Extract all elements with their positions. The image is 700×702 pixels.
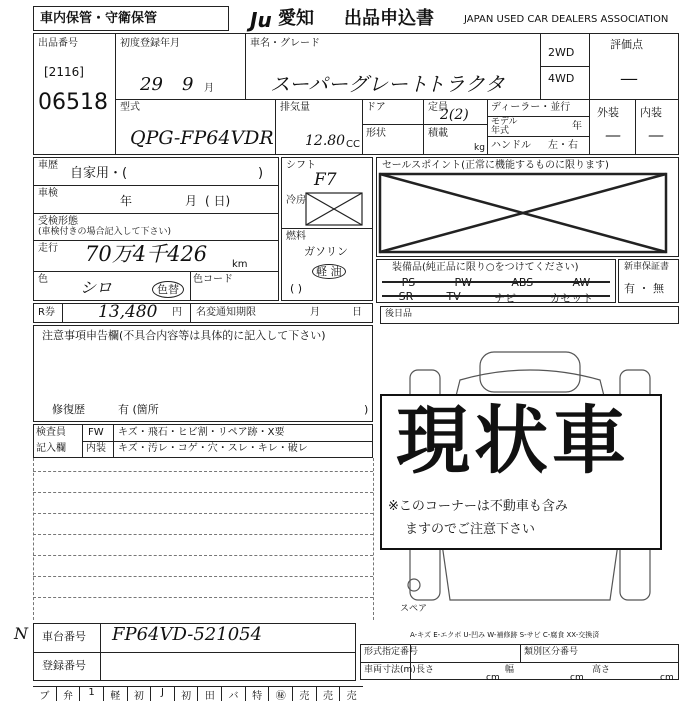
model-year-label: モデル (491, 117, 518, 127)
car-name-extra: トラクタ (425, 72, 505, 96)
registration-label: 登録番号 (42, 659, 86, 672)
model-year-unit: 年 (572, 121, 582, 132)
first-reg-label: 初度登録年月 (120, 38, 180, 49)
door-label: ドア (366, 102, 386, 113)
capacity-value: 2(2) (440, 107, 469, 123)
equipment-aw: AW (572, 276, 591, 289)
displacement-label: 排気量 (280, 102, 310, 113)
spare-label: スペア (400, 604, 428, 614)
usage-value: 自家用・( (70, 166, 128, 181)
inspection-day: ( 日) (205, 194, 231, 208)
score-label: 評価点 (610, 38, 643, 51)
repair-close: ) (364, 403, 369, 416)
sheet-title: 出品申込書 (344, 8, 434, 29)
footer-cell: ㊙ (269, 687, 293, 701)
new-car-manual-options: 有 ・ 無 (624, 282, 664, 295)
recycle-yen: 円 (172, 307, 182, 318)
lot-label: 出品番号 (38, 38, 78, 49)
repair-label: 修復歴 (52, 403, 85, 416)
cooling-label: 冷房 (286, 195, 306, 206)
color-change: 色替 (152, 281, 184, 298)
cooling-cross-icon (305, 192, 363, 226)
repair-value: 有 (箇所 (118, 403, 159, 416)
inspector-fw-label: FW (88, 427, 104, 438)
notice-month: 月 (310, 307, 320, 318)
displacement-value: 12.80 (305, 133, 346, 149)
damage-legend: A-キズ E-エクボ U-凹み W-補修跡 S-サビ C-腐食 XX-交換済 (410, 631, 600, 639)
shift-label: シフト (286, 160, 316, 171)
equipment-label: 装備品(純正品に限り○をつけてください) (392, 262, 579, 273)
dealer-label: ディーラー・並行 (491, 102, 571, 113)
first-reg-month-unit: 月 (204, 83, 214, 94)
received-label: 受検形態 (38, 216, 78, 227)
car-name-label: 車名・グレード (250, 38, 320, 49)
notice-day: 日 (352, 307, 362, 318)
height-label: 高さ (592, 665, 611, 675)
rear-items-label: 後日品 (385, 309, 413, 319)
footer-cell: 軽 (104, 687, 128, 701)
equipment-abs: ABS (511, 276, 534, 289)
inspector-label-2: 記入欄 (36, 443, 66, 454)
load-unit: kg (474, 143, 485, 153)
model-value: QPG-FP64VDR (130, 127, 274, 149)
shift-value: F7 (314, 170, 337, 190)
recycle-value: 13,480 (98, 302, 158, 322)
interior-label: 内装 (640, 106, 662, 119)
displacement-unit: CC (346, 139, 360, 150)
inspector-fw-text: キズ・飛石・ヒビ割・リペア跡・X要 (118, 427, 285, 438)
drive-2wd: 2WD (548, 46, 575, 59)
footer-cell: 弁 (57, 687, 81, 701)
first-reg-year: 29 (140, 74, 163, 95)
chassis-label: 車台番号 (42, 630, 86, 643)
association-name: JAPAN USED CAR DEALERS ASSOCIATION (464, 14, 669, 25)
notes-label: 注意事項申告欄(不具合内容等は具体的に記入して下さい) (42, 329, 326, 342)
handle-label: ハンドル (491, 140, 531, 151)
lot-sub: [2116] (44, 65, 84, 79)
footer-cell: 売 (293, 687, 317, 701)
inspector-label-1: 検査員 (36, 427, 66, 438)
fuel-paren: ( ) (290, 282, 303, 295)
notice-label: 名変通知期限 (196, 307, 256, 318)
fuel-gasoline: ガソリン (304, 245, 348, 258)
cm-unit-1: cm (486, 673, 500, 683)
color-code-label: 色コード (193, 274, 233, 285)
equipment-row2 (382, 290, 610, 306)
inspection-year-unit: 年 (120, 194, 133, 208)
equipment-tv: TV (446, 290, 461, 303)
rear-items-box (380, 306, 679, 324)
mileage-label: 走行 (38, 243, 58, 254)
form-label: 形式指定番号 (364, 647, 419, 657)
received-sub: (車検付きの場合記入して下さい) (38, 227, 172, 237)
color-value: シロ (80, 278, 113, 297)
brand-logo: Ju (250, 8, 272, 32)
exterior-label: 外装 (597, 106, 619, 119)
footer-cell: 売 (317, 687, 341, 701)
color-label: 色 (38, 274, 48, 285)
cm-unit-2: cm (570, 673, 584, 683)
usage-label: 車歴 (38, 160, 58, 171)
model-label: 型式 (120, 102, 140, 113)
handle-options: 左・右 (548, 140, 578, 151)
recycle-label: R券 (38, 307, 55, 318)
mileage-unit: km (232, 259, 248, 270)
lot-number: 06518 (38, 90, 108, 115)
footer-cell: 売 (346, 691, 357, 702)
equipment-sr: SR (398, 290, 414, 303)
footer-cell: ブ (33, 687, 57, 701)
interior-value: — (648, 125, 664, 144)
footer-cell: 田 (198, 687, 222, 701)
footer-cell: 初 (175, 687, 199, 701)
usage-close: ) (258, 166, 264, 181)
footer-cells (33, 686, 363, 701)
class-label: 類別区分番号 (524, 647, 579, 657)
model-year-label2: 年式 (491, 126, 510, 136)
exterior-value: — (605, 125, 621, 144)
width-label: 幅 (505, 665, 515, 675)
equipment-cassette: カセット (549, 292, 594, 305)
drive-4wd: 4WD (548, 72, 575, 85)
cm-unit-3: cm (660, 673, 674, 683)
stamp-note-1: ※このコーナーは不動車も含み (388, 499, 568, 514)
header-title-left: 車内保管・守衛保管 (40, 11, 158, 26)
inspector-in-text: キズ・汚レ・コゲ・穴・スレ・キレ・破レ (118, 443, 308, 454)
footer-cell: 1 (80, 687, 104, 701)
size-label: 車両寸法(m) (364, 665, 416, 675)
length-label: 長さ (416, 665, 435, 675)
fuel-diesel: 軽 油 (312, 264, 346, 279)
equipment-strike-1 (382, 281, 610, 283)
equipment-navi: ナビ (494, 292, 517, 305)
mileage-value: 70万4千426 (85, 242, 208, 266)
brand-name: 愛知 (278, 8, 314, 29)
equipment-strike-2 (382, 295, 610, 297)
selling-points-label: セールスポイント(正常に機能するものに限ります) (382, 160, 609, 171)
selling-points-cross-icon (378, 172, 668, 254)
stamp-big-text: 現状車 (396, 398, 630, 484)
inspection-label: 車検 (38, 188, 58, 199)
left-mark: N (14, 624, 28, 643)
inspector-in-label: 内装 (86, 443, 106, 454)
first-reg-month: 9 (182, 74, 194, 95)
inspection-month-unit: 月 (185, 194, 198, 208)
capacity-label: 定員 (428, 102, 448, 113)
footer-cell: 特 (246, 687, 270, 701)
load-label: 積載 (428, 128, 448, 139)
footer-cell: J (151, 687, 175, 701)
chassis-value: FP64VD-521054 (112, 624, 263, 645)
new-car-manual-label: 新車保証書 (624, 262, 670, 272)
equipment-ps: PS (401, 276, 416, 289)
footer-cell: バ (222, 687, 246, 701)
footer-cell: 初 (128, 687, 152, 701)
stamp-note-2: ますのでご注意下さい (405, 522, 536, 537)
score-value: — (620, 68, 638, 89)
fuel-label: 燃料 (286, 231, 306, 242)
equipment-pw: PW (454, 276, 473, 289)
shape-label: 形状 (366, 128, 386, 139)
car-name: スーパーグレート (270, 72, 428, 96)
